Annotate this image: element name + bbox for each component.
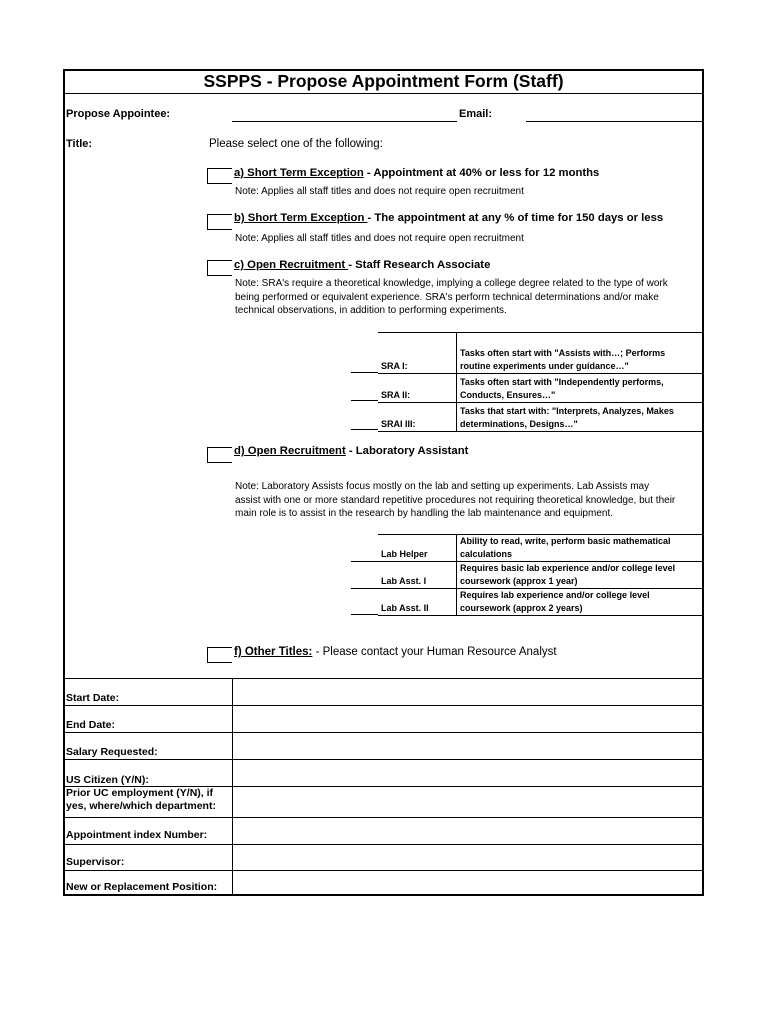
lab-name: Lab Asst. II [378, 589, 457, 616]
option-b-heading: b) Short Term Exception - The appointment at any % of time for 150 days or less [234, 212, 664, 224]
salary-label: Salary Requested: [66, 746, 158, 758]
option-b-note: Note: Applies all staff titles and does not require open recruitment [235, 233, 524, 244]
form-title: SSPPS - Propose Appointment Form (Staff) [63, 69, 704, 94]
option-d-checkbox[interactable] [207, 447, 232, 463]
sra-desc: Tasks often start with "Assists with…; Performs routine experiments under guidance…" [457, 333, 704, 374]
start-date-label: Start Date: [66, 692, 120, 704]
option-f-checkbox[interactable] [207, 647, 232, 663]
sra-desc: Tasks often start with "Independently performs, Conducts, Ensures…" [457, 374, 704, 403]
lab-name: Lab Helper [378, 535, 457, 562]
propose-appointee-field[interactable] [232, 121, 457, 122]
salary-row[interactable] [63, 732, 704, 760]
lab-asst-i-select-line[interactable] [351, 588, 378, 589]
start-date-row[interactable] [63, 678, 704, 706]
position-row[interactable] [63, 870, 704, 895]
table-row [378, 403, 704, 432]
sra-iii-select-line[interactable] [351, 429, 378, 430]
table-row [378, 589, 704, 616]
sra-name: SRAI III: [378, 403, 457, 432]
lab-name: Lab Asst. I [378, 562, 457, 589]
option-a-heading: a) Short Term Exception - Appointment at 40% or less for 12 months [234, 167, 600, 179]
prior-uc-label: Prior UC employment (Y/N), if yes, where/which department: [66, 787, 216, 812]
sra-table [378, 332, 704, 432]
lab-desc: Requires basic lab experience and/or college level coursework (approx 1 year) [457, 562, 704, 589]
option-c-note: Note: SRA's require a theoretical knowledge, implying a college degree related to the type of work being performed or equivalent experience. SRA's perform technical determinations and/or make technical observations, in addition to performing experiments. [235, 278, 668, 316]
propose-appointee-label: Propose Appointee: [66, 108, 171, 120]
option-f-heading: f) Other Titles: - Please contact your Human Resource Analyst [234, 646, 557, 658]
option-d-note: Note: Laboratory Assists focus mostly on the lab and setting up experiments. Lab Assists may assist with one or more standard repetitive procedures not requiring theoretical knowledge, but their main role is to assist in the research by handling the lab maintenance and equipment. [235, 481, 676, 519]
option-b-checkbox[interactable] [207, 214, 232, 230]
lab-asst-ii-select-line[interactable] [351, 614, 378, 615]
option-a-note: Note: Applies all staff titles and does not require open recruitment [235, 186, 524, 197]
index-number-row[interactable] [63, 817, 704, 845]
supervisor-row[interactable] [63, 844, 704, 871]
sra-name: SRA II: [378, 374, 457, 403]
option-a-checkbox[interactable] [207, 168, 232, 184]
index-number-label: Appointment index Number: [66, 829, 208, 841]
end-date-row[interactable] [63, 705, 704, 733]
table-row [378, 535, 704, 562]
lab-desc: Requires lab experience and/or college level coursework (approx 2 years) [457, 589, 704, 616]
sra-desc: Tasks that start with: "Interprets, Analyzes, Makes determinations, Designs…" [457, 403, 704, 432]
title-label: Title: [66, 138, 93, 150]
option-c-heading: c) Open Recruitment - Staff Research Associate [234, 259, 491, 271]
supervisor-label: Supervisor: [66, 856, 125, 868]
prior-uc-row[interactable] [63, 786, 704, 818]
lab-table [378, 534, 704, 616]
lab-desc: Ability to read, write, perform basic mathematical calculations [457, 535, 704, 562]
table-row [378, 562, 704, 589]
lab-helper-select-line[interactable] [351, 561, 378, 562]
sra-ii-select-line[interactable] [351, 400, 378, 401]
position-label: New or Replacement Position: [66, 881, 218, 893]
option-c-checkbox[interactable] [207, 260, 232, 276]
end-date-label: End Date: [66, 719, 116, 731]
us-citizen-label: US Citizen (Y/N): [66, 774, 149, 786]
email-field[interactable] [526, 121, 703, 122]
sra-name: SRA I: [378, 333, 457, 374]
select-prompt: Please select one of the following: [209, 138, 383, 150]
email-label: Email: [459, 108, 493, 120]
option-d-heading: d) Open Recruitment - Laboratory Assistant [234, 445, 469, 457]
sra-i-select-line[interactable] [351, 372, 378, 373]
us-citizen-row[interactable] [63, 759, 704, 787]
table-row [378, 333, 704, 374]
table-row [378, 374, 704, 403]
